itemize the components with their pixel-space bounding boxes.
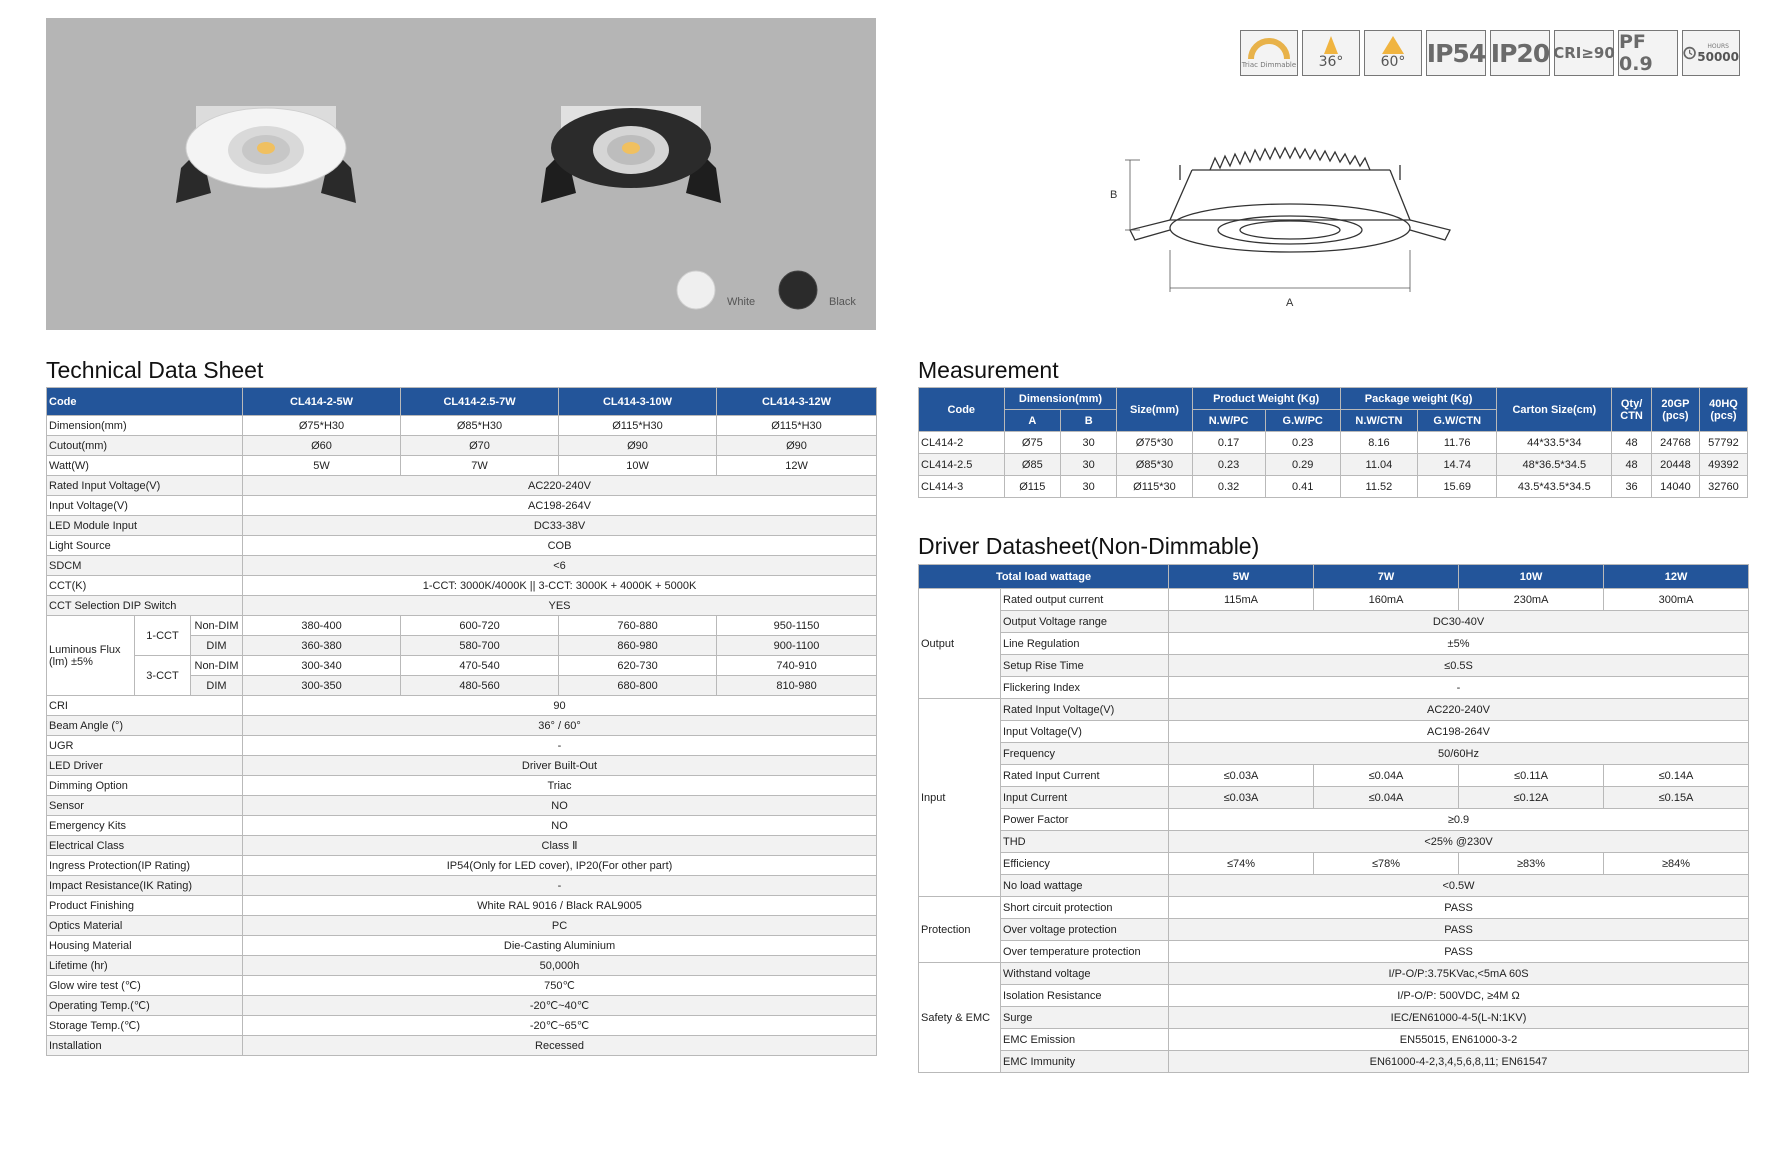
beam-60-icon: 60° — [1364, 30, 1422, 76]
tds-title: Technical Data Sheet — [46, 357, 264, 383]
driver-row-value: ≤0.04A — [1314, 765, 1459, 787]
table-row — [919, 589, 1749, 611]
table-row — [919, 454, 1748, 476]
measurement-cell: Ø85*30 — [1117, 454, 1192, 476]
flux-value: 950-1150 — [717, 616, 877, 636]
ip54-icon: IP54 — [1426, 30, 1486, 76]
driver-row-value: ≤74% — [1169, 853, 1314, 875]
table-row — [919, 743, 1749, 765]
flux-value: 470-540 — [401, 656, 559, 676]
measurement-cell: 32760 — [1699, 476, 1747, 498]
row-value: 90 — [243, 696, 877, 716]
flux-value: 620-730 — [559, 656, 717, 676]
driver-row-label: EMC Emission — [1001, 1029, 1169, 1051]
row-label: Housing Material — [47, 936, 243, 956]
driver-row-value: ≤0.03A — [1169, 765, 1314, 787]
table-row — [47, 576, 877, 596]
row-value: 5W — [243, 456, 401, 476]
driver-row-value: <0.5W — [1169, 875, 1749, 897]
driver-header-row — [919, 565, 1749, 589]
driver-row-label: Efficiency — [1001, 853, 1169, 875]
downlight-illustration — [46, 18, 876, 330]
flux-value: 680-800 — [559, 676, 717, 696]
driver-row-label: Short circuit protection — [1001, 897, 1169, 919]
table-row — [919, 831, 1749, 853]
measurement-cell: 20448 — [1651, 454, 1699, 476]
row-value: NO — [243, 796, 877, 816]
row-value: Ø90 — [559, 436, 717, 456]
tds-header-code: Code — [47, 388, 243, 416]
measurement-cell: 48 — [1612, 454, 1652, 476]
beam-36-icon: 36° — [1302, 30, 1360, 76]
row-label: Emergency Kits — [47, 816, 243, 836]
black-swatch-icon — [779, 271, 817, 309]
row-value: -20℃~40℃ — [243, 996, 877, 1016]
row-value: Die-Casting Aluminium — [243, 936, 877, 956]
driver-row-value: EN55015, EN61000-3-2 — [1169, 1029, 1749, 1051]
meas-h-20gp: 20GP (pcs) — [1651, 388, 1699, 432]
table-row — [47, 536, 877, 556]
driver-row-value: ≥83% — [1459, 853, 1604, 875]
table-row — [47, 596, 877, 616]
row-label: CCT(K) — [47, 576, 243, 596]
row-value: - — [243, 736, 877, 756]
row-label: LED Driver — [47, 756, 243, 776]
driver-row-label: Rated output current — [1001, 589, 1169, 611]
row-value: White RAL 9016 / Black RAL9005 — [243, 896, 877, 916]
driver-row-label: Rated Input Current — [1001, 765, 1169, 787]
table-row — [47, 556, 877, 576]
measurement-cell: CL414-2.5 — [919, 454, 1005, 476]
meas-h-qty: Qty/ CTN — [1612, 388, 1652, 432]
measurement-cell: 57792 — [1699, 432, 1747, 454]
driver-row-label: EMC Immunity — [1001, 1051, 1169, 1073]
table-row — [47, 836, 877, 856]
table-row — [47, 976, 877, 996]
driver-row-label: Rated Input Voltage(V) — [1001, 699, 1169, 721]
driver-header-watt: 12W — [1604, 565, 1749, 589]
flux-row — [47, 656, 877, 676]
measurement-cell: Ø85 — [1004, 454, 1060, 476]
row-label: Dimension(mm) — [47, 416, 243, 436]
meas-h-nwctn: N.W/CTN — [1340, 410, 1417, 432]
row-label: Glow wire test (℃) — [47, 976, 243, 996]
row-value: 36° / 60° — [243, 716, 877, 736]
row-value: Triac — [243, 776, 877, 796]
row-value: NO — [243, 816, 877, 836]
flux-label: Luminous Flux (lm) ±5% — [47, 616, 135, 696]
table-row — [47, 936, 877, 956]
product-photo — [46, 18, 876, 330]
flux-value: 580-700 — [401, 636, 559, 656]
driver-row-value: AC198-264V — [1169, 721, 1749, 743]
driver-row-label: THD — [1001, 831, 1169, 853]
driver-header-watt: 5W — [1169, 565, 1314, 589]
table-row — [47, 456, 877, 476]
flux-group-label: 3-CCT — [135, 656, 191, 696]
table-row — [47, 1016, 877, 1036]
driver-row-label: Output Voltage range — [1001, 611, 1169, 633]
measurement-cell: 48*36.5*34.5 — [1497, 454, 1612, 476]
table-row — [919, 875, 1749, 897]
driver-row-label: Over temperature protection — [1001, 941, 1169, 963]
driver-row-value: PASS — [1169, 897, 1749, 919]
row-value: -20℃~65℃ — [243, 1016, 877, 1036]
table-row — [47, 496, 877, 516]
lifetime-icon: HOURS 50000 — [1682, 30, 1740, 76]
flux-value: 760-880 — [559, 616, 717, 636]
table-row — [919, 809, 1749, 831]
driver-row-value: I/P-O/P:3.75KVac,<5mA 60S — [1169, 963, 1749, 985]
row-label: LED Module Input — [47, 516, 243, 536]
row-label: Optics Material — [47, 916, 243, 936]
row-label: Installation — [47, 1036, 243, 1056]
table-row — [919, 611, 1749, 633]
driver-data-table — [918, 564, 1749, 1073]
flux-mode: Non-DIM — [191, 656, 243, 676]
row-value: IP54(Only for LED cover), IP20(For other part) — [243, 856, 877, 876]
measurement-cell: 48 — [1612, 432, 1652, 454]
driver-row-value: <25% @230V — [1169, 831, 1749, 853]
white-swatch-icon — [677, 271, 715, 309]
measurement-cell: 0.23 — [1265, 432, 1340, 454]
row-label: Lifetime (hr) — [47, 956, 243, 976]
feature-icons — [1240, 30, 1740, 78]
meas-h-b: B — [1060, 410, 1116, 432]
meas-h-nwpc: N.W/PC — [1192, 410, 1265, 432]
driver-row-value: ≤0.03A — [1169, 787, 1314, 809]
tds-header-row — [47, 388, 877, 416]
driver-row-value: ≤0.15A — [1604, 787, 1749, 809]
table-row — [919, 985, 1749, 1007]
driver-row-value: ≤0.04A — [1314, 787, 1459, 809]
flux-mode: Non-DIM — [191, 616, 243, 636]
measurement-cell: Ø115*30 — [1117, 476, 1192, 498]
measurement-cell: 11.04 — [1340, 454, 1417, 476]
driver-header-label: Total load wattage — [919, 565, 1169, 589]
measurement-cell: 0.32 — [1192, 476, 1265, 498]
measurement-cell: Ø115 — [1004, 476, 1060, 498]
driver-group-label: Protection — [919, 897, 1001, 963]
driver-row-label: Input Voltage(V) — [1001, 721, 1169, 743]
row-value: Recessed — [243, 1036, 877, 1056]
driver-group-label: Input — [919, 699, 1001, 897]
row-label: Storage Temp.(℃) — [47, 1016, 243, 1036]
driver-row-value: IEC/EN61000-4-5(L-N:1KV) — [1169, 1007, 1749, 1029]
driver-row-value: ≥0.9 — [1169, 809, 1749, 831]
row-label: CCT Selection DIP Switch — [47, 596, 243, 616]
table-row — [47, 436, 877, 456]
meas-h-carton: Carton Size(cm) — [1497, 388, 1612, 432]
row-label: UGR — [47, 736, 243, 756]
meas-h-40hq: 40HQ (pcs) — [1699, 388, 1747, 432]
table-row — [919, 1007, 1749, 1029]
row-value: Ø75*H30 — [243, 416, 401, 436]
table-row — [919, 633, 1749, 655]
meas-h-gwpc: G.W/PC — [1265, 410, 1340, 432]
flux-value: 300-340 — [243, 656, 401, 676]
row-label: Electrical Class — [47, 836, 243, 856]
driver-group-label: Safety & EMC — [919, 963, 1001, 1073]
table-row — [919, 897, 1749, 919]
measurement-cell: 36 — [1612, 476, 1652, 498]
table-row — [47, 956, 877, 976]
driver-row-value: PASS — [1169, 919, 1749, 941]
tds-header-model: CL414-2-5W — [243, 388, 401, 416]
flux-value: 480-560 — [401, 676, 559, 696]
row-value: Ø70 — [401, 436, 559, 456]
flux-value: 740-910 — [717, 656, 877, 676]
flux-value: 380-400 — [243, 616, 401, 636]
row-label: Input Voltage(V) — [47, 496, 243, 516]
tds-header-model: CL414-2.5-7W — [401, 388, 559, 416]
fixture-outline-drawing — [1100, 130, 1490, 310]
table-row — [919, 655, 1749, 677]
driver-row-value: ±5% — [1169, 633, 1749, 655]
table-row — [919, 941, 1749, 963]
technical-data-table — [46, 387, 877, 1056]
flux-mode: DIM — [191, 676, 243, 696]
table-row — [47, 756, 877, 776]
driver-row-value: ≤0.14A — [1604, 765, 1749, 787]
measurement-cell: 44*33.5*34 — [1497, 432, 1612, 454]
row-value: PC — [243, 916, 877, 936]
measurement-cell: 30 — [1060, 476, 1116, 498]
table-row — [47, 736, 877, 756]
row-value: Ø85*H30 — [401, 416, 559, 436]
measurement-table — [918, 387, 1748, 498]
driver-row-label: Frequency — [1001, 743, 1169, 765]
row-label: Dimming Option — [47, 776, 243, 796]
table-row — [919, 1029, 1749, 1051]
tds-header-model: CL414-3-12W — [717, 388, 877, 416]
table-row — [47, 996, 877, 1016]
flux-value: 300-350 — [243, 676, 401, 696]
measurement-cell: 49392 — [1699, 454, 1747, 476]
ip20-icon: IP20 — [1490, 30, 1550, 76]
row-label: Product Finishing — [47, 896, 243, 916]
row-value: 1-CCT: 3000K/4000K || 3-CCT: 3000K + 4000K + 5000K — [243, 576, 877, 596]
measurement-cell: 14.74 — [1418, 454, 1497, 476]
driver-title: Driver Datasheet(Non-Dimmable) — [918, 533, 1260, 559]
table-row — [919, 919, 1749, 941]
row-label: Sensor — [47, 796, 243, 816]
driver-row-value: PASS — [1169, 941, 1749, 963]
row-value: AC198-264V — [243, 496, 877, 516]
measurement-cell: CL414-3 — [919, 476, 1005, 498]
flux-value: 810-980 — [717, 676, 877, 696]
dimension-drawing — [1100, 130, 1490, 310]
table-row — [47, 716, 877, 736]
meas-h-code: Code — [919, 388, 1005, 432]
measurement-cell: 11.52 — [1340, 476, 1417, 498]
flux-value: 360-380 — [243, 636, 401, 656]
driver-header-watt: 10W — [1459, 565, 1604, 589]
measurement-cell: 15.69 — [1418, 476, 1497, 498]
row-value: 50,000h — [243, 956, 877, 976]
measurement-cell: 43.5*43.5*34.5 — [1497, 476, 1612, 498]
table-row — [919, 699, 1749, 721]
measurement-cell: 0.23 — [1192, 454, 1265, 476]
driver-row-value: ≤0.5S — [1169, 655, 1749, 677]
row-value: AC220-240V — [243, 476, 877, 496]
driver-row-value: ≤0.12A — [1459, 787, 1604, 809]
row-label: Ingress Protection(IP Rating) — [47, 856, 243, 876]
flux-row — [47, 616, 877, 636]
flux-group-label: 1-CCT — [135, 616, 191, 656]
row-value: 7W — [401, 456, 559, 476]
tds-header-model: CL414-3-10W — [559, 388, 717, 416]
table-row — [47, 1036, 877, 1056]
row-label: Operating Temp.(℃) — [47, 996, 243, 1016]
row-value: DC33-38V — [243, 516, 877, 536]
table-row — [919, 853, 1749, 875]
driver-row-value: AC220-240V — [1169, 699, 1749, 721]
driver-row-label: Over voltage protection — [1001, 919, 1169, 941]
driver-row-label: Line Regulation — [1001, 633, 1169, 655]
table-row — [47, 916, 877, 936]
table-row — [47, 816, 877, 836]
table-row — [47, 476, 877, 496]
driver-header-watt: 7W — [1314, 565, 1459, 589]
row-value: 12W — [717, 456, 877, 476]
table-row — [919, 765, 1749, 787]
pf-icon: PF 0.9 — [1618, 30, 1678, 76]
row-value: YES — [243, 596, 877, 616]
table-row — [47, 796, 877, 816]
driver-row-value: ≤0.11A — [1459, 765, 1604, 787]
measurement-cell: 30 — [1060, 454, 1116, 476]
table-row — [47, 776, 877, 796]
row-label: Impact Resistance(IK Rating) — [47, 876, 243, 896]
measurement-cell: 11.76 — [1418, 432, 1497, 454]
driver-row-label: Flickering Index — [1001, 677, 1169, 699]
dimension-a-label: A — [1286, 297, 1294, 309]
driver-row-label: No load wattage — [1001, 875, 1169, 897]
table-row — [919, 476, 1748, 498]
driver-row-value: ≥84% — [1604, 853, 1749, 875]
driver-row-label: Setup Rise Time — [1001, 655, 1169, 677]
cri-icon: CRI≥90 — [1554, 30, 1614, 76]
driver-row-value: 230mA — [1459, 589, 1604, 611]
row-value: - — [243, 876, 877, 896]
white-swatch-label: White — [727, 296, 756, 308]
driver-row-value: I/P-O/P: 500VDC, ≥4M Ω — [1169, 985, 1749, 1007]
black-swatch-label: Black — [829, 296, 856, 308]
row-value: Ø60 — [243, 436, 401, 456]
meas-h-package-weight: Package weight (Kg) — [1340, 388, 1497, 410]
measurement-cell: Ø75 — [1004, 432, 1060, 454]
row-value: Class Ⅱ — [243, 836, 877, 856]
driver-row-label: Input Current — [1001, 787, 1169, 809]
measurement-title: Measurement — [918, 357, 1059, 383]
driver-row-label: Withstand voltage — [1001, 963, 1169, 985]
row-value: <6 — [243, 556, 877, 576]
driver-row-label: Isolation Resistance — [1001, 985, 1169, 1007]
row-label: SDCM — [47, 556, 243, 576]
row-label: CRI — [47, 696, 243, 716]
table-row — [919, 1051, 1749, 1073]
row-value: Ø90 — [717, 436, 877, 456]
row-label: Beam Angle (°) — [47, 716, 243, 736]
table-row — [919, 432, 1748, 454]
measurement-cell: Ø75*30 — [1117, 432, 1192, 454]
table-row — [919, 677, 1749, 699]
driver-row-label: Power Factor — [1001, 809, 1169, 831]
table-row — [47, 696, 877, 716]
driver-row-value: DC30-40V — [1169, 611, 1749, 633]
row-label: Rated Input Voltage(V) — [47, 476, 243, 496]
driver-row-value: 115mA — [1169, 589, 1314, 611]
driver-row-value: 50/60Hz — [1169, 743, 1749, 765]
driver-row-value: ≤78% — [1314, 853, 1459, 875]
table-row — [919, 787, 1749, 809]
table-row — [47, 516, 877, 536]
triac-dimmable-icon: Triac Dimmable — [1240, 30, 1298, 76]
measurement-cell: 30 — [1060, 432, 1116, 454]
driver-row-value: EN61000-4-2,3,4,5,6,8,11; EN61547 — [1169, 1051, 1749, 1073]
measurement-cell: 0.41 — [1265, 476, 1340, 498]
row-label: Light Source — [47, 536, 243, 556]
driver-row-value: 300mA — [1604, 589, 1749, 611]
measurement-cell: 14040 — [1651, 476, 1699, 498]
table-row — [919, 963, 1749, 985]
meas-h-a: A — [1004, 410, 1060, 432]
meas-h-dimension: Dimension(mm) — [1004, 388, 1117, 410]
table-row — [919, 721, 1749, 743]
table-row — [47, 876, 877, 896]
measurement-cell: 8.16 — [1340, 432, 1417, 454]
meas-h-product-weight: Product Weight (Kg) — [1192, 388, 1340, 410]
flux-value: 600-720 — [401, 616, 559, 636]
driver-row-label: Surge — [1001, 1007, 1169, 1029]
dimension-b-label: B — [1110, 189, 1118, 201]
meas-h-gwctn: G.W/CTN — [1418, 410, 1497, 432]
row-label: Cutout(mm) — [47, 436, 243, 456]
measurement-cell: 0.29 — [1265, 454, 1340, 476]
driver-group-label: Output — [919, 589, 1001, 699]
row-value: 750℃ — [243, 976, 877, 996]
driver-row-value: - — [1169, 677, 1749, 699]
flux-value: 860-980 — [559, 636, 717, 656]
row-label: Watt(W) — [47, 456, 243, 476]
row-value: 10W — [559, 456, 717, 476]
measurement-cell: 24768 — [1651, 432, 1699, 454]
table-row — [47, 856, 877, 876]
row-value: Ø115*H30 — [717, 416, 877, 436]
row-value: Driver Built-Out — [243, 756, 877, 776]
table-row — [47, 416, 877, 436]
flux-value: 900-1100 — [717, 636, 877, 656]
table-row — [47, 896, 877, 916]
row-value: COB — [243, 536, 877, 556]
flux-mode: DIM — [191, 636, 243, 656]
measurement-cell: CL414-2 — [919, 432, 1005, 454]
driver-row-value: 160mA — [1314, 589, 1459, 611]
row-value: Ø115*H30 — [559, 416, 717, 436]
meas-h-size: Size(mm) — [1117, 388, 1192, 432]
measurement-cell: 0.17 — [1192, 432, 1265, 454]
